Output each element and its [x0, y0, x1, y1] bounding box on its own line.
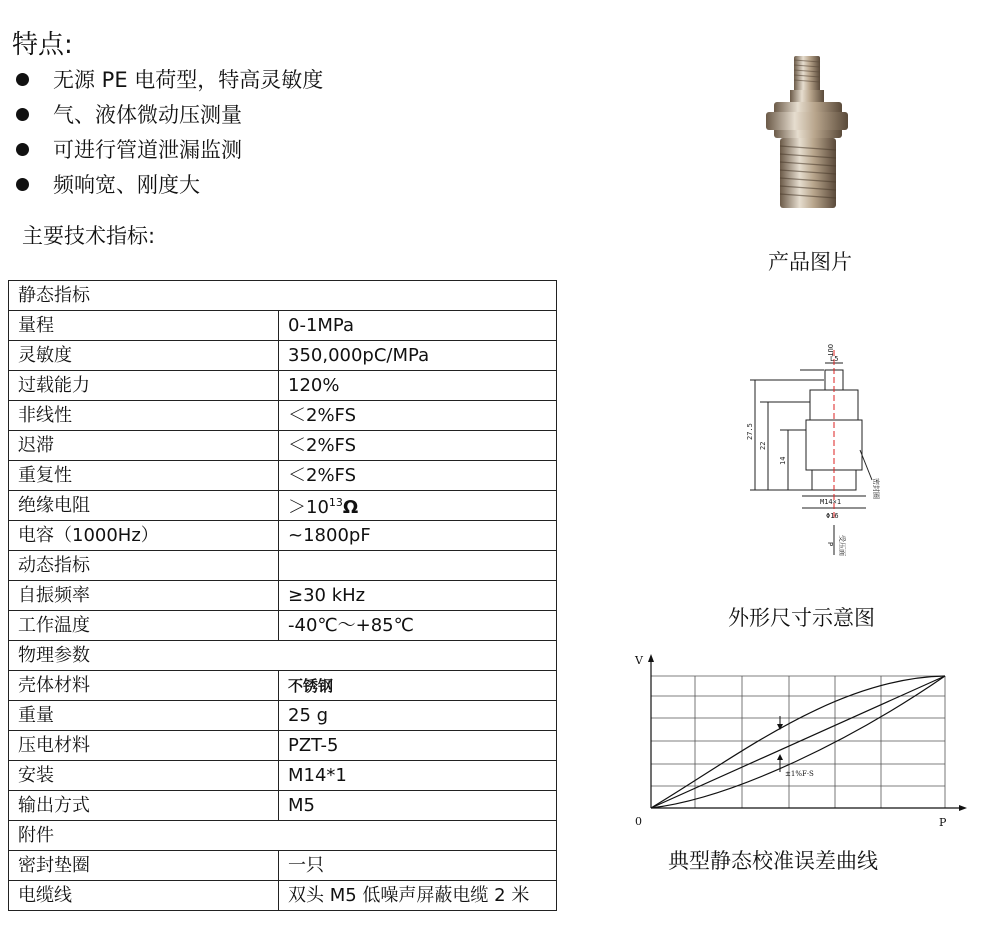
table-row	[9, 611, 557, 641]
table-row	[9, 581, 557, 611]
table-row	[9, 701, 557, 731]
spec-value: $>10^{13}\Omega$	[279, 491, 557, 521]
bullet-icon	[16, 143, 29, 156]
table-row	[9, 491, 557, 521]
spec-value: -40℃～+85℃	[279, 611, 557, 641]
feature-item: 可进行管道泄漏监测	[14, 132, 323, 167]
product-photo	[752, 50, 872, 220]
spec-label: 非线性	[9, 401, 279, 431]
spec-label: 电容（1000Hz）	[9, 521, 279, 551]
drawing-label-p: P	[826, 542, 834, 547]
table-row	[9, 731, 557, 761]
spec-label: 压电材料	[9, 731, 279, 761]
section-label: 动态指标	[9, 551, 279, 581]
table-row	[9, 521, 557, 551]
spec-label: 过载能力	[9, 371, 279, 401]
drawing-label-out: OUT	[826, 344, 834, 357]
spec-value: 120%	[279, 371, 557, 401]
curve-label-p: P	[939, 816, 947, 829]
table-row	[9, 341, 557, 371]
spec-value: PZT-5	[279, 731, 557, 761]
spec-label: 量程	[9, 311, 279, 341]
table-row-section	[9, 641, 557, 671]
spec-value: M14*1	[279, 761, 557, 791]
spec-value: ＜2%FS	[279, 431, 557, 461]
spec-label: 重量	[9, 701, 279, 731]
spec-label: 输出方式	[9, 791, 279, 821]
drawing-caption: 外形尺寸示意图	[728, 606, 875, 630]
spec-label: 电缆线	[9, 881, 279, 911]
table-row-section	[9, 551, 557, 581]
table-row	[9, 761, 557, 791]
curve-label-v: V	[635, 654, 643, 667]
spec-value: 0-1MPa	[279, 311, 557, 341]
drawing-label-14: 14	[779, 456, 787, 465]
table-row-section	[9, 281, 557, 311]
drawing-label-seal: 密封圈	[872, 478, 880, 499]
dimension-drawing	[740, 330, 900, 570]
drawing-label-22: 22	[759, 441, 767, 450]
spec-value: ≥30 kHz	[279, 581, 557, 611]
curve-label-tolerance: ±1%F·S	[785, 770, 814, 778]
spec-label: 重复性	[9, 461, 279, 491]
spec-label: 绝缘电阻	[9, 491, 279, 521]
specs-title: 主要技术指标:	[22, 224, 156, 248]
spec-label: 壳体材料	[9, 671, 279, 701]
table-row	[9, 671, 557, 701]
photo-caption: 产品图片	[768, 250, 852, 274]
table-row-section	[9, 821, 557, 851]
table-row	[9, 461, 557, 491]
section-label: 附件	[9, 821, 557, 851]
table-row	[9, 371, 557, 401]
spec-value: M5	[279, 791, 557, 821]
table-row	[9, 881, 557, 911]
section-label: 物理参数	[9, 641, 557, 671]
drawing-label-27-5: 27.5	[746, 423, 754, 440]
drawing-label-phi16: Φ16	[826, 512, 839, 520]
curve-caption: 典型静态校准误差曲线	[668, 849, 878, 873]
spec-table	[8, 280, 557, 911]
drawing-label-pressure-face: 受压面	[838, 535, 846, 556]
bullet-icon	[16, 73, 29, 86]
section-label: 静态指标	[9, 281, 557, 311]
bullet-icon	[16, 108, 29, 121]
calibration-error-curve	[625, 648, 975, 833]
spec-label: 迟滞	[9, 431, 279, 461]
drawing-label-l5: L5	[830, 355, 839, 363]
spec-value: 350,000pC/MPa	[279, 341, 557, 371]
spec-label: 工作温度	[9, 611, 279, 641]
spec-value: 不锈钢	[279, 671, 557, 701]
spec-value: 双头 M5 低噪声屏蔽电缆 2 米	[279, 881, 557, 911]
bullet-icon	[16, 178, 29, 191]
spec-value: 25 g	[279, 701, 557, 731]
spec-label: 灵敏度	[9, 341, 279, 371]
table-row	[9, 401, 557, 431]
spec-value: 一只	[279, 851, 557, 881]
spec-value-empty	[279, 551, 557, 581]
feature-item: 无源 PE 电荷型，特高灵敏度	[14, 62, 323, 97]
spec-label: 安装	[9, 761, 279, 791]
feature-item: 气、液体微动压测量	[14, 97, 323, 132]
spec-label: 密封垫圈	[9, 851, 279, 881]
spec-value: ＜2%FS	[279, 401, 557, 431]
feature-list	[14, 62, 323, 202]
spec-label: 自振频率	[9, 581, 279, 611]
table-row	[9, 431, 557, 461]
table-row	[9, 311, 557, 341]
feature-item: 频响宽、刚度大	[14, 167, 323, 202]
features-title: 特点:	[12, 30, 73, 60]
table-row	[9, 851, 557, 881]
table-row	[9, 791, 557, 821]
curve-label-o: 0	[635, 815, 642, 828]
spec-value: ＜2%FS	[279, 461, 557, 491]
drawing-label-m14: M14×1	[820, 498, 842, 506]
spec-value: ~1800pF	[279, 521, 557, 551]
